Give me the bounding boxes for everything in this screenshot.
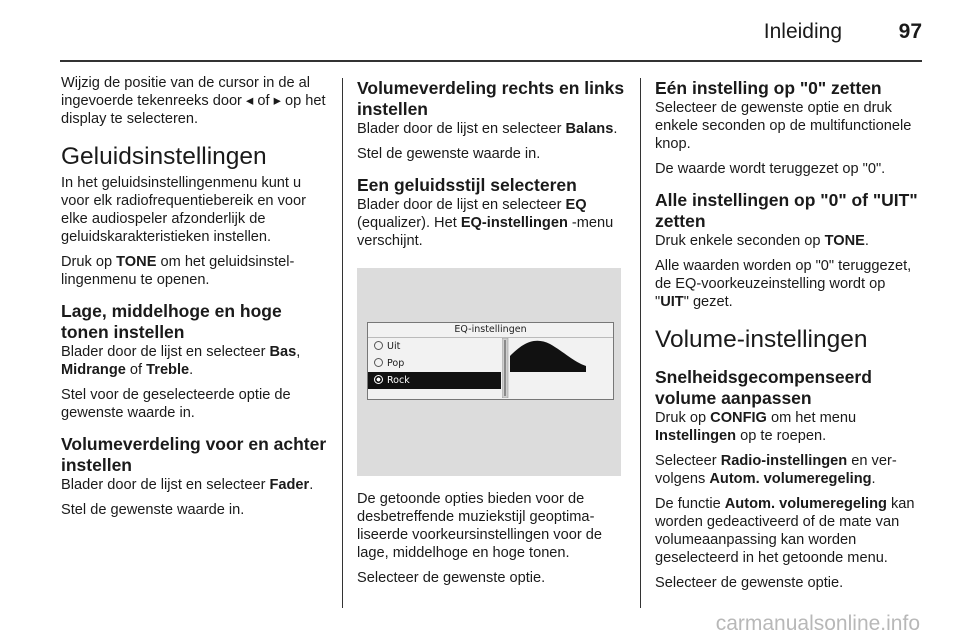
heading-nul: Eén instelling op "0" zetten: [655, 78, 882, 98]
paragraph-tone: Druk op TONE om het geluidsinstellingenmenu te openen.: [61, 254, 295, 288]
radio-icon: [374, 358, 383, 367]
heading-balans: Volumeverdeling rechts en links instellen: [357, 78, 625, 119]
paragraph-fader: Blader door de lijst en selecteer Fader.: [61, 477, 314, 493]
eq-option-uit: Uit: [368, 338, 501, 355]
paragraph-balans-stel: Stel de gewenste waarde in.: [357, 146, 541, 162]
paragraph-alle: Druk enkele seconden op TONE.: [655, 233, 869, 249]
paragraph-functie: De functie Autom. volumeregeling kan worden gedeactiveerd of de mate van volumeaanpassing kan worden geselecteerd in het getoonde menu.: [655, 496, 915, 566]
heading-snelheid: Snelheidsgecompenseerd volume aanpassen: [655, 367, 872, 408]
eq-option-pop: Pop: [368, 355, 501, 372]
section-title: Inleiding: [763, 20, 842, 43]
paragraph-nul: Selecteer de gewenste optie en druk enkele seconden op de multifunctionele knop.: [655, 100, 912, 152]
column-right: [655, 74, 923, 599]
page-header: [0, 0, 960, 62]
heading-tonen: Lage, middelhoge en hoge tonen instellen: [61, 301, 282, 342]
paragraph-tonen: Blader door de lijst en selecteer Bas, Midrange of Treble.: [61, 344, 301, 378]
paragraph-cursor: Wijzig de positie van de cursor in de al ingevoerde tekenreeks door ◂ of ▸ op het display te selecteren.: [61, 75, 326, 127]
eq-curve-graphic: [502, 338, 612, 398]
paragraph-stijl: Blader door de lijst en selecteer EQ (equalizer). Het EQ-instellingen -menu verschijnt.: [357, 197, 614, 249]
paragraph-nul2: De waarde wordt teruggezet op "0".: [655, 161, 886, 177]
heading-fader: Volumeverdeling voor en achter instellen: [61, 434, 327, 475]
paragraph-radio: Selecteer Radio-instellingen en vervolgens Autom. volumeregeling.: [655, 453, 897, 487]
paragraph-config: Druk op CONFIG om het menu Instellingen op te roepen.: [655, 410, 857, 444]
column-left: [61, 74, 329, 526]
heading-geluidsstijl: Een geluidsstijl selecteren: [357, 175, 577, 195]
paragraph-balans: Blader door de lijst en selecteer Balans.: [357, 121, 618, 137]
paragraph-selecteer: Selecteer de gewenste optie.: [357, 570, 546, 586]
paragraph-stel-optie: Stel voor de geselecteerde optie de gewenste waarde in.: [61, 387, 291, 421]
paragraph-selecteer: Selecteer de gewenste optie.: [655, 575, 844, 591]
watermark: carmanualsonline.info: [715, 612, 920, 635]
column-divider: [342, 78, 343, 608]
paragraph-geluid: In het geluidsinstellingenmenu kunt u voor elk radiofrequentiebereik en voor elke audiospeler afzonderlijk de geluidskarakteristieken instellen.: [61, 175, 306, 245]
paragraph-alle2: Alle waarden worden op "0" teruggezet, de EQ-voorkeuzeinstelling wordt op "UIT" gezet.: [655, 258, 912, 310]
eq-display-title: EQ-instellingen: [368, 323, 613, 338]
eq-display: [367, 322, 614, 400]
eq-option-rock: Rock: [368, 372, 501, 389]
heading-alle: Alle instellingen op "0" of "UIT" zetten: [655, 190, 918, 231]
radio-selected-icon: [374, 375, 383, 384]
column-middle: [357, 74, 625, 594]
column-divider: [640, 78, 641, 608]
paragraph-fader-stel: Stel de gewenste waarde in.: [61, 502, 245, 518]
page-number: 97: [898, 20, 922, 43]
radio-icon: [374, 341, 383, 350]
paragraph-getoond: De getoonde opties bieden voor de desbetreffende muziekstijl geoptimaliseerde voorkeursinstellingen voor de lage, middelhoge en hoge tonen.: [357, 491, 602, 561]
heading-geluidsinstellingen: Geluidsinstellingen: [61, 143, 267, 170]
eq-screenshot: [357, 268, 621, 476]
key-tone: TONE: [116, 254, 157, 270]
header-rule: [60, 60, 922, 62]
heading-volume: Volume-instellingen: [655, 326, 868, 353]
